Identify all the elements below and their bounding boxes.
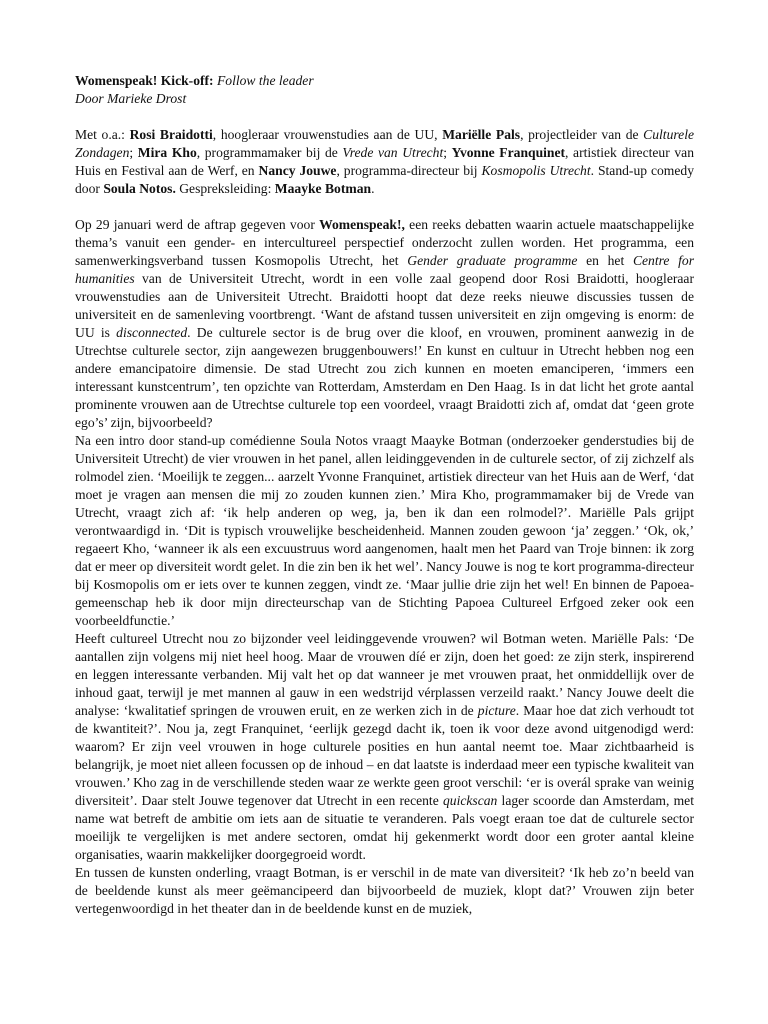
text-run: Gespreksleiding: — [175, 181, 275, 196]
title-block — [75, 72, 694, 108]
text-run: , projectleider van de — [520, 127, 644, 142]
text-run: , hoogleraar vrouwenstudies aan de UU, — [212, 127, 443, 142]
article-title — [75, 72, 694, 90]
title-italic: Follow the leader — [216, 73, 314, 88]
intro-paragraph — [75, 126, 694, 198]
text-run: . Maar hoe dat zich verhoudt tot de kwantiteit?’. Nou ja, zegt Franquinet, ‘eerlijk gezegd dacht ik, toen ik voor deze avond uitgenodigd werd: waarom? Er zijn veel vrouwen in hoge culturele posities en hun aantal neemt toe. Maar zichtbaarheid is belangrijk, je moet niet alleen focussen op de inhoud – en dat laatste is inderdaad meer een typische kwaliteit van vrouwen.’ Kho zag in de verschillende steden waar ze werkte geen groot verschil: ‘er is overál sprake van weinig diversiteit’. Daar stelt Jouwe tegenover dat Utrecht in een recente — [75, 703, 694, 808]
text-run: van de Universiteit Utrecht, wordt in een volle zaal geopend door Rosi Braidotti, hoogleraar vrouwenstudies aan de Universiteit Utrecht. Braidotti hoopt dat deze reeks nieuwe discussies tussen de universiteit en de samenleving voortbrengt. ‘Want de afstand tussen universiteit en zijn omgeving is enorm: de UU is — [75, 271, 694, 340]
document-page — [75, 72, 694, 918]
italic-text: Centre for humanities — [75, 253, 694, 286]
text-run: Op 29 januari werd de aftrap gegeven voor — [75, 217, 320, 232]
text-run: , programmamaker bij de — [196, 145, 343, 160]
bold-text: Mira Kho — [137, 145, 197, 160]
italic-text: Vrede van Utrecht — [342, 145, 444, 160]
text-run: , artistiek directeur van Huis en Festival aan de Werf, en — [75, 145, 694, 178]
text-run: Na een intro door stand-up comédienne Soula Notos vraagt Maayke Botman (onderzoeker genderstudies bij de Universiteit Utrecht) de vier vrouwen in het panel, allen leidinggevenden in de culturele sector, of zij zichzelf als rolmodel zien. ‘Moeilijk te zeggen... aarzelt Yvonne Franquinet, artistiek directeur van het Huis aan de Werf, ‘dat moet je vragen aan mensen die mij zo zouden kunnen zien.’ Mira Kho, programmamaker bij de Vrede van Utrecht, vraagt zich af: ‘ik help anderen op weg, ja, ben ik dan een rolmodel?’. Mariëlle Pals grijpt verontwaardigd in. ‘Dit is typisch vrouwelijke bescheidenheid. Mannen zouden gewoon ‘ja’ zeggen.’ ‘Ok, ok,’ regaeert Kho, ‘wanneer ik als een excuustruus word aangenomen, haalt men het Paard van Troje binnen: ik zorg dat er meer op diversiteit wordt gelet. In die zin ben ik het wel’. Nancy Jouwe is nog te kort programma-directeur bij Kosmopolis om er iets over te kunnen zeggen, vindt ze. ‘Maar jullie drie zijn het wel! En binnen de Papoea-gemeenschap heb ik door mijn directeurschap van de Stichting Papoea Cultureel Erfgoed zeker ook een voorbeeldfunctie.’ — [75, 433, 694, 628]
text-run: ; — [129, 145, 138, 160]
italic-text: picture — [477, 703, 516, 718]
bold-text: Rosi Braidotti — [129, 127, 213, 142]
body-paragraph — [75, 630, 694, 864]
article-body — [75, 216, 694, 918]
byline — [75, 90, 694, 108]
text-run: . — [371, 181, 375, 196]
body-paragraph — [75, 216, 694, 432]
italic-text: Kosmopolis Utrecht — [481, 163, 591, 178]
bold-text: Nancy Jouwe — [258, 163, 337, 178]
body-paragraph — [75, 864, 694, 918]
byline-text: Door Marieke Drost — [75, 91, 187, 106]
text-run: . De culturele sector is de brug over die kloof, en vrouwen, prominent aanwezig in de Utrechtse culturele sector, zijn aangewezen bruggenbouwers!’ En kunst en cultuur in Utrecht hebben nog een andere emancipatoire dimensie. De stad Utrecht zou zich kunnen en moeten emanciperen, ‘immers een interessant kunstcentrum’, ten opzichte van Rotterdam, Amsterdam en Den Haag. Is in dat licht het grote aantal prominente vrouwen aan de Utrechtse culturele top een voordeel, vraagt Braidotti zich af, omdat dat ‘geen grote ego’s’ zijn, bijvoorbeeld? — [75, 325, 694, 430]
bold-text: Womenspeak!, — [319, 217, 405, 232]
text-run: Met o.a.: — [75, 127, 130, 142]
text-run: . Stand-up comedy door — [75, 163, 695, 196]
bold-text: Maayke Botman — [274, 181, 372, 196]
title-bold: Womenspeak! Kick-off: — [75, 73, 214, 88]
text-run: Heeft cultureel Utrecht nou zo bijzonder veel leidinggevende vrouwen? wil Botman weten. Mariëlle Pals: ‘De aantallen zijn volgens mij niet heel hoog. Maar de vrouwen díé er zijn, doen het goed: ze zijn sterk, inspirerend en leggen interessante verbanden. Mij valt het op dat wanneer je met vrouwen praat, het onmiddellijk over de inhoud gaat, terwijl je met mannen al gauw in een wedstrijd vérplassen verzeild raakt.’ Nancy Jouwe deelt die analyse: ‘kwalitatief springen de vrouwen eruit, en ze werken zich in de — [75, 631, 694, 718]
bold-text: Soula Notos. — [103, 181, 176, 196]
text-run: , programma-directeur bij — [336, 163, 482, 178]
text-run: en het — [577, 253, 633, 268]
text-run: lager scoorde dan Amsterdam, met name wat betreft de ambitie om iets aan de situatie te veranderen. Pals voegt eraan toe dat de culturele sector moeilijk te vergelijken is met andere sectoren, omdat hij gekenmerkt wordt door een groter aantal kleine organisaties, waarin makkelijker doorgegroeid wordt. — [75, 793, 694, 862]
italic-text: Culturele Zondagen — [75, 127, 695, 160]
text-run: En tussen de kunsten onderling, vraagt Botman, is er verschil in de mate van diversiteit? ‘Ik heb zo’n beeld van de beeldende kunst als meer geëmancipeerd dan bijvoorbeeld de muziek, klopt dat?’ Vrouwen zijn beter vertegenwoordigd in het theater dan in de beeldende kunst en de muziek, — [75, 865, 694, 916]
italic-text: quickscan — [442, 793, 498, 808]
bold-text: Mariëlle Pals — [442, 127, 521, 142]
italic-text: Gender graduate programme — [407, 253, 578, 268]
text-run: ; — [443, 145, 452, 160]
body-paragraph — [75, 432, 694, 630]
text-run: een reeks debatten waarin actuele maatschappelijke thema’s vanuit een gender- en intercultureel perspectief onderzocht zullen worden. Het programma, een samenwerkingsverband tussen Kosmopolis Utrecht, het — [75, 217, 695, 268]
italic-text: disconnected — [116, 325, 188, 340]
bold-text: Yvonne Franquinet — [451, 145, 566, 160]
